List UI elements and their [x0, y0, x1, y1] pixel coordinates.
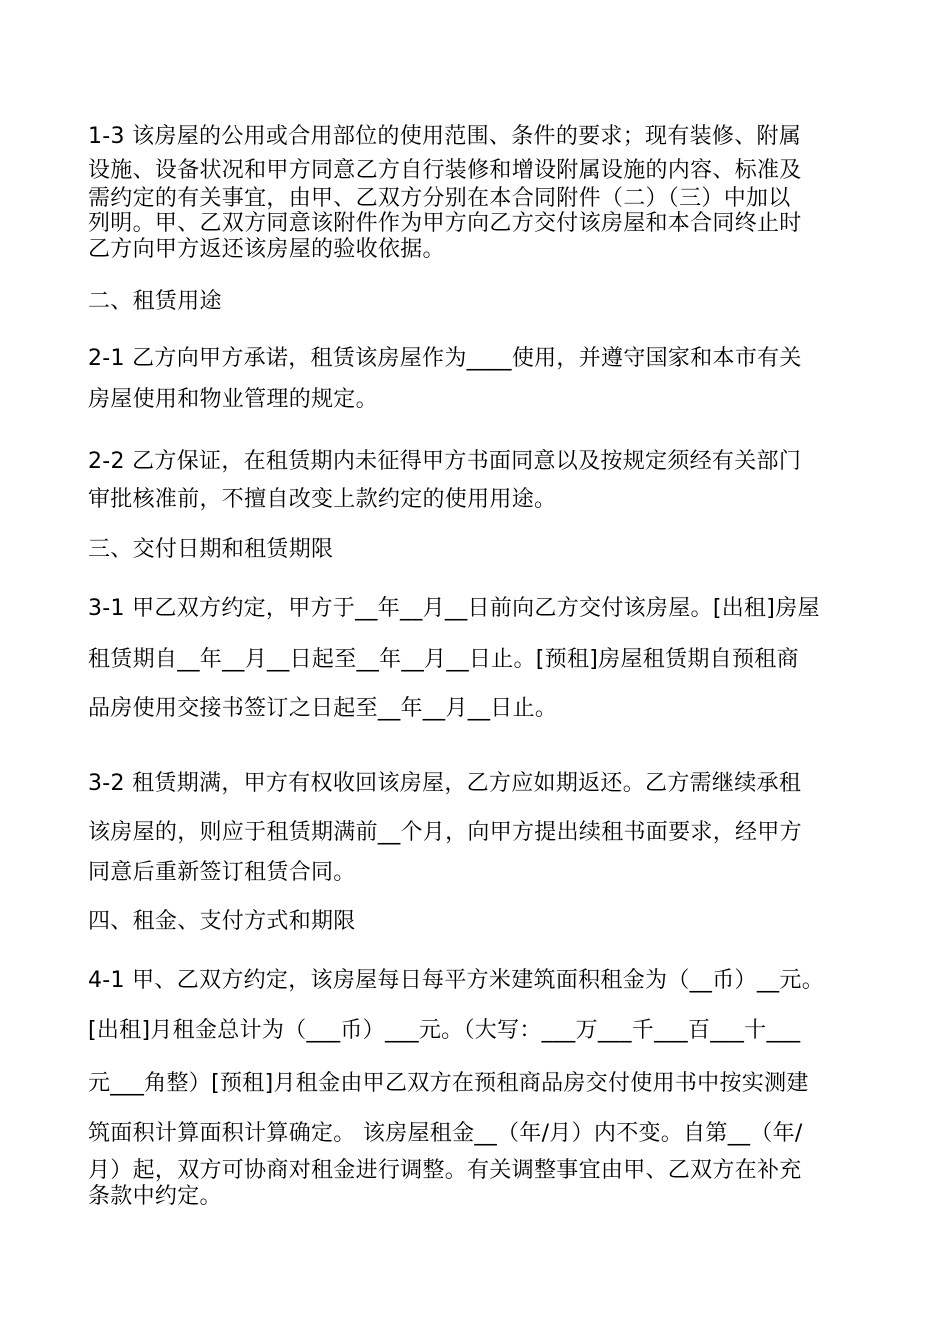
- text-line: 房屋使用和物业管理的规定。: [88, 387, 378, 412]
- text-line: [出租]月租金总计为（___币）___元。（大写：___万___千___百___十___: [88, 1018, 801, 1043]
- section-heading: 二、租赁用途: [88, 289, 222, 314]
- text-line: 同意后重新签订租赁合同。: [88, 860, 356, 885]
- text-line: 3-1 甲乙双方约定，甲方于__年__月__日前向乙方交付该房屋。[出租]房屋: [88, 596, 820, 621]
- text-line: 3-2 租赁期满，甲方有权收回该房屋，乙方应如期返还。乙方需继续承租: [88, 771, 802, 796]
- text-line: 月）起，双方可协商对租金进行调整。有关调整事宜由甲、乙双方在补充: [88, 1158, 802, 1183]
- section-heading: 三、交付日期和租赁期限: [88, 537, 334, 562]
- text-line: 条款中约定。: [88, 1184, 222, 1209]
- text-line: 乙方向甲方返还该房屋的验收依据。: [88, 237, 445, 262]
- text-line: 筑面积计算面积计算确定。 该房屋租金__（年/月）内不变。自第__（年/: [88, 1121, 803, 1146]
- text-line: 元___角整）[预租]月租金由甲乙双方在预租商品房交付使用书中按实测建: [88, 1071, 809, 1096]
- text-line: 4-1 甲、乙双方约定，该房屋每日每平方米建筑面积租金为（__币）__元。: [88, 968, 825, 993]
- text-line: 审批核准前，不擅自改变上款约定的使用用途。: [88, 487, 557, 512]
- text-line: 设施、设备状况和甲方同意乙方自行装修和增设附属设施的内容、标准及: [88, 158, 802, 183]
- text-line: 需约定的有关事宜，由甲、乙双方分别在本合同附件（二）（三）中加以: [88, 186, 791, 211]
- text-line: 该房屋的，则应于租赁期满前__个月，向甲方提出续租书面要求，经甲方: [88, 820, 802, 845]
- text-line: 2-1 乙方向甲方承诺，租赁该房屋作为____使用，并遵守国家和本市有关: [88, 346, 802, 371]
- text-line: 1-3 该房屋的公用或合用部位的使用范围、条件的要求；现有装修、附属: [88, 124, 802, 149]
- text-line: 列明。甲、乙双方同意该附件作为甲方向乙方交付该房屋和本合同终止时: [88, 211, 802, 236]
- text-line: 租赁期自__年__月__日起至__年__月__日止。[预租]房屋租赁期自预租商: [88, 647, 799, 672]
- text-line: 品房使用交接书签订之日起至__年__月__日止。: [88, 696, 558, 721]
- text-line: 2-2 乙方保证，在租赁期内未征得甲方书面同意以及按规定须经有关部门: [88, 449, 802, 474]
- section-heading: 四、租金、支付方式和期限: [88, 909, 356, 934]
